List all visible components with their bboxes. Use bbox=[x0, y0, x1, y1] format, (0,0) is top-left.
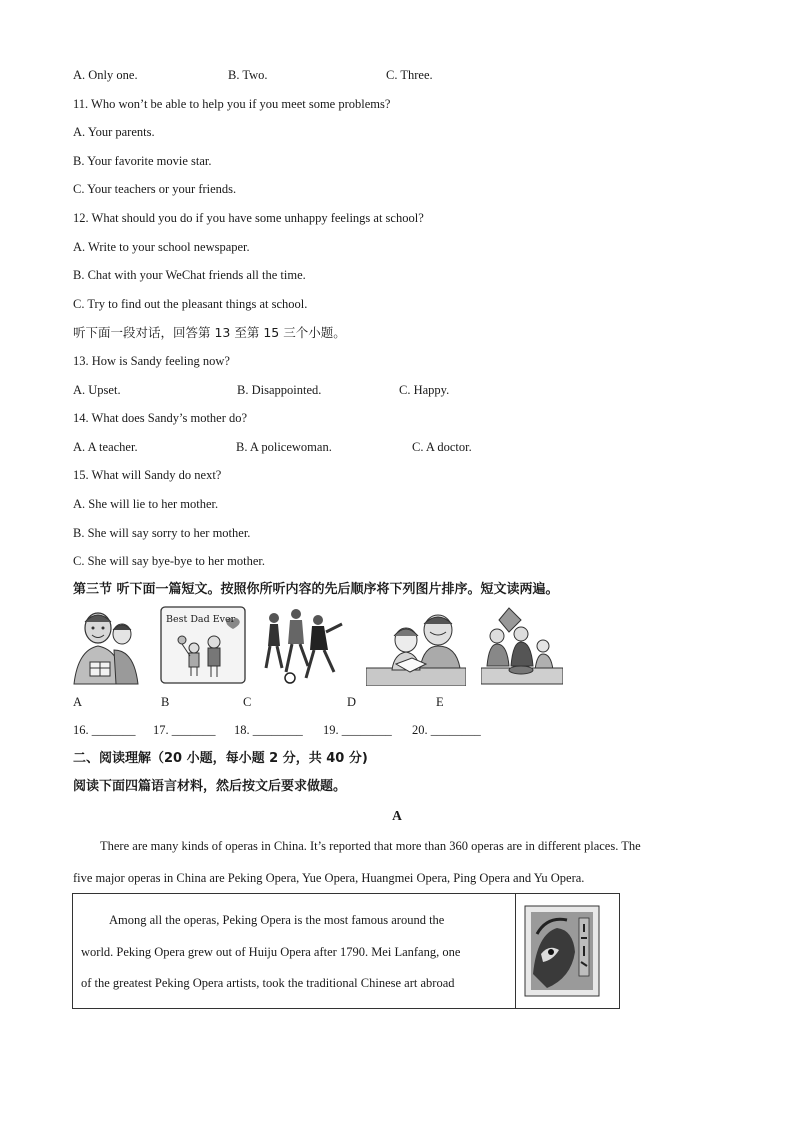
q11-question: 11. Who won’t be able to help you if you meet some problems? bbox=[73, 97, 391, 111]
picture-label-d: D bbox=[347, 695, 357, 709]
answer-blank-20[interactable]: 20. ________ bbox=[412, 723, 481, 737]
intro-line-1: There are many kinds of operas in China. It’s reported that more than 360 operas are in different places. The bbox=[100, 839, 641, 853]
box-line-2: world. Peking Opera grew out of Huiju Opera after 1790. Mei Lanfang, one bbox=[81, 945, 461, 959]
q14-option-a: A. A teacher. bbox=[73, 440, 138, 454]
q13-option-a: A. Upset. bbox=[73, 383, 121, 397]
dialogue-instruction: 听下面一段对话，回答第 13 至第 15 三个小题。 bbox=[73, 325, 346, 340]
q12-option-c: C. Try to find out the pleasant things at school. bbox=[73, 297, 308, 311]
part2-title: 二、阅读理解（20 小题，每小题 2 分，共 40 分) bbox=[73, 751, 368, 766]
q10-option-a: A. Only one. bbox=[73, 68, 138, 82]
q12-option-a: A. Write to your school newspaper. bbox=[73, 240, 250, 254]
card-text: Best Dad Ever bbox=[166, 614, 236, 625]
picture-e-family-cooking bbox=[481, 606, 563, 686]
box-line-1: Among all the operas, Peking Opera is the most famous around the bbox=[109, 913, 445, 927]
picture-a-father-child bbox=[72, 606, 142, 686]
picture-b-best-dad-card bbox=[160, 606, 246, 684]
answer-blank-17[interactable]: 17. _______ bbox=[153, 723, 216, 737]
opera-mask-image bbox=[523, 904, 601, 998]
picture-row bbox=[0, 606, 794, 688]
q10-option-c: C. Three. bbox=[386, 68, 433, 82]
q11-option-a: A. Your parents. bbox=[73, 125, 155, 139]
answer-blank-19[interactable]: 19. ________ bbox=[323, 723, 392, 737]
intro-line-2: five major operas in China are Peking Opera, Yue Opera, Huangmei Opera, Ping Opera and Yu Opera. bbox=[73, 871, 585, 885]
q15-option-b: B. She will say sorry to her mother. bbox=[73, 526, 251, 540]
passage-box-text bbox=[73, 894, 516, 1008]
passage-letter: A bbox=[392, 808, 402, 823]
q11-option-c: C. Your teachers or your friends. bbox=[73, 182, 237, 196]
q10-option-b: B. Two. bbox=[228, 68, 268, 82]
q14-question: 14. What does Sandy’s mother do? bbox=[73, 411, 248, 425]
box-line-3: of the greatest Peking Opera artists, took the traditional Chinese art abroad bbox=[81, 976, 455, 990]
answer-blank-18[interactable]: 18. ________ bbox=[234, 723, 303, 737]
q12-question: 12. What should you do if you have some unhappy feelings at school? bbox=[73, 211, 424, 225]
answer-blank-16[interactable]: 16. _______ bbox=[73, 723, 136, 737]
q15-option-a: A. She will lie to her mother. bbox=[73, 497, 219, 511]
q15-question: 15. What will Sandy do next? bbox=[73, 468, 222, 482]
picture-label-e: E bbox=[436, 695, 444, 709]
picture-label-c: C bbox=[243, 695, 252, 709]
q15-option-c: C. She will say bye-bye to her mother. bbox=[73, 554, 265, 568]
picture-c-soccer bbox=[262, 606, 344, 686]
q13-question: 13. How is Sandy feeling now? bbox=[73, 354, 230, 368]
part2-instruction: 阅读下面四篇语言材料，然后按文后要求做题。 bbox=[73, 779, 347, 794]
q14-option-b: B. A policewoman. bbox=[236, 440, 332, 454]
passage-box bbox=[72, 893, 620, 1009]
q11-option-b: B. Your favorite movie star. bbox=[73, 154, 212, 168]
picture-label-b: B bbox=[161, 695, 170, 709]
q13-option-c: C. Happy. bbox=[399, 383, 450, 397]
q12-option-b: B. Chat with your WeChat friends all the time. bbox=[73, 268, 306, 282]
section3-title: 第三节 听下面一篇短文。按照你所听内容的先后顺序将下列图片排序。短文读两遍。 bbox=[73, 582, 559, 597]
picture-label-a: A bbox=[73, 695, 83, 709]
q14-option-c: C. A doctor. bbox=[412, 440, 472, 454]
picture-d-reading bbox=[366, 606, 466, 686]
q13-option-b: B. Disappointed. bbox=[237, 383, 322, 397]
